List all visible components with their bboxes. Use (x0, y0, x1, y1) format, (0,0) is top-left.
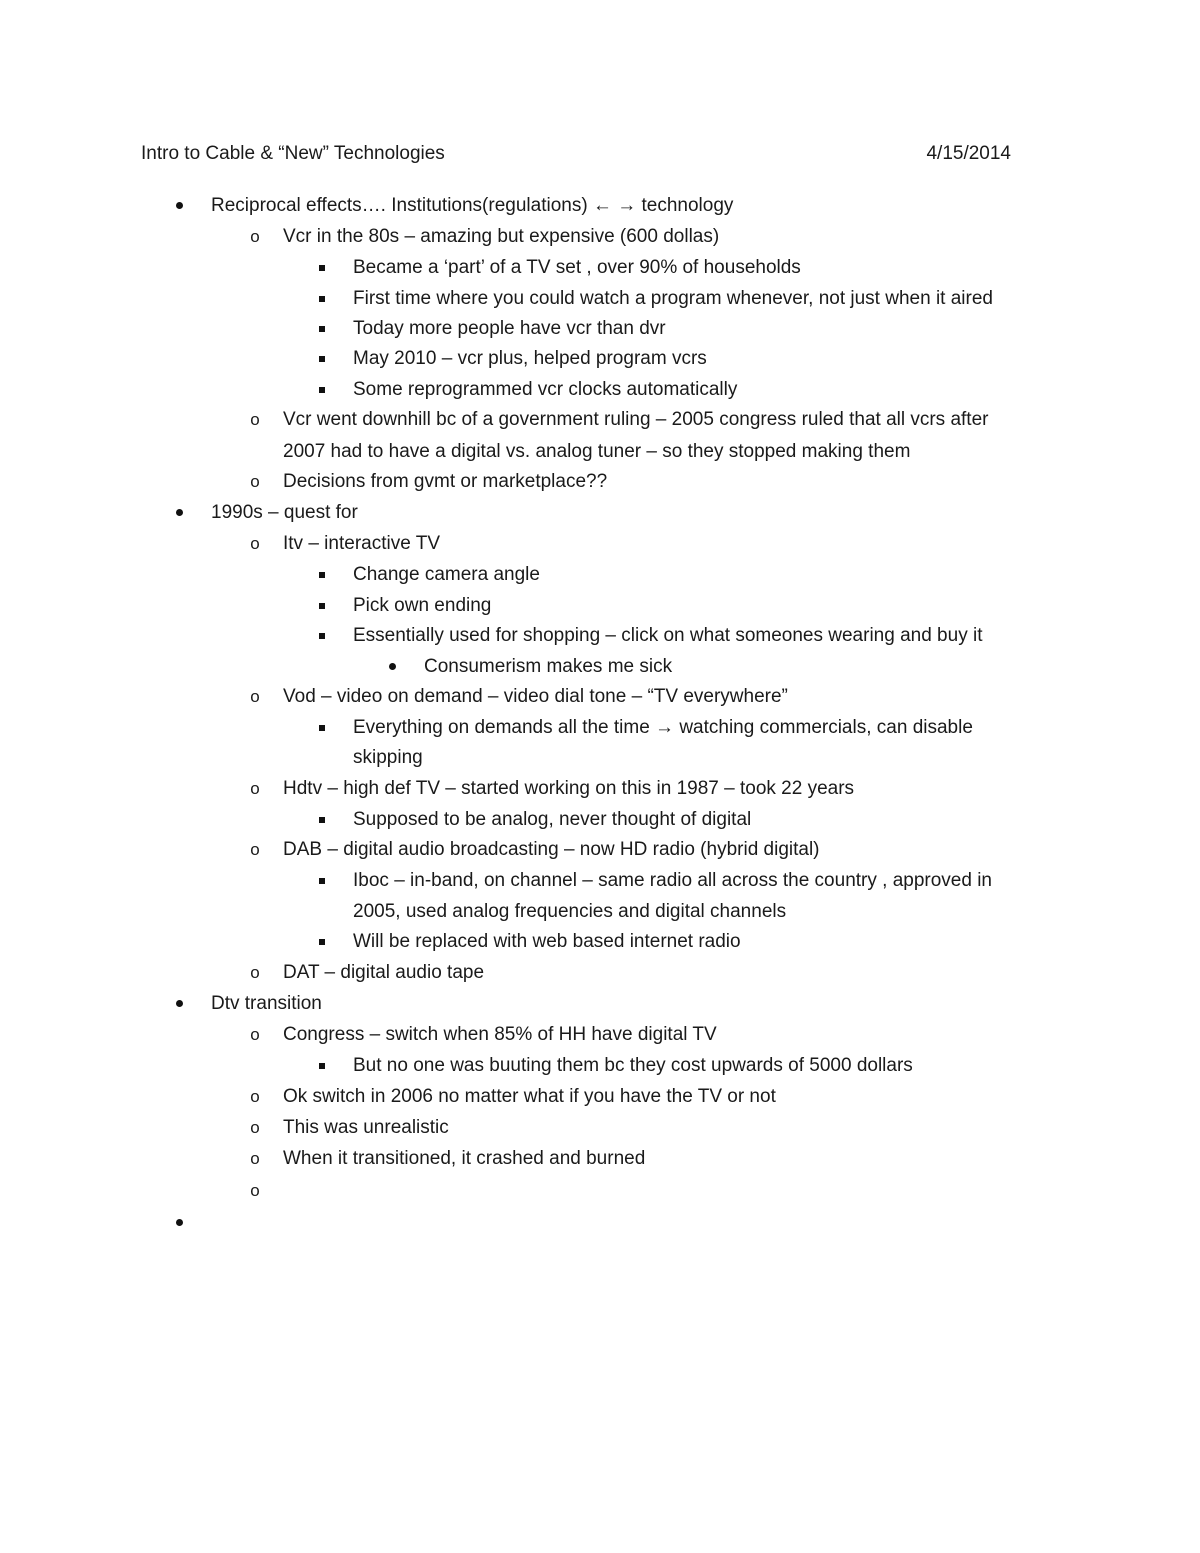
outline-line (0, 531, 1200, 557)
document-title: Intro to Cable & “New” Technologies (141, 143, 445, 164)
bullet-circle-icon: o (250, 1025, 260, 1044)
bullet-circle-icon: o (250, 1118, 260, 1137)
outline-line (0, 1146, 1200, 1172)
outline-line (0, 868, 1200, 894)
bullet-square-icon (319, 265, 325, 271)
outline-text: Iboc – in-band, on channel – same radio all across the country , approved in (353, 870, 992, 891)
outline-line (0, 469, 1200, 495)
bullet-circle-icon: o (250, 963, 260, 982)
bullet-dot-icon (176, 202, 183, 209)
outline-line (0, 286, 1200, 312)
outline-line (0, 837, 1200, 863)
outline-line (0, 407, 1200, 433)
bullet-square-icon (319, 572, 325, 578)
outline-line (0, 1115, 1200, 1141)
outline-text: 1990s – quest for (211, 502, 358, 523)
bullet-square-icon (319, 939, 325, 945)
outline-text: 2007 had to have a digital vs. analog tuner – so they stopped making them (283, 441, 911, 462)
bullet-square-icon (319, 878, 325, 884)
bullet-square-icon (319, 1063, 325, 1069)
outline-line (0, 377, 1200, 403)
bullet-square-icon (319, 817, 325, 823)
outline-text: Vod – video on demand – video dial tone – “TV everywhere” (283, 686, 788, 707)
outline-line (0, 1210, 1200, 1236)
outline-line (0, 715, 1200, 741)
outline-text: skipping (353, 747, 423, 768)
outline-text: 2005, used analog frequencies and digital channels (353, 901, 787, 922)
document-date: 4/15/2014 (926, 143, 1011, 164)
outline-text: Some reprogrammed vcr clocks automatically (353, 379, 738, 400)
outline-line (0, 193, 1200, 219)
bullet-square-icon (319, 387, 325, 393)
bullet-square-icon (319, 326, 325, 332)
bullet-circle-icon: o (250, 1181, 260, 1200)
bullet-circle-icon: o (250, 779, 260, 798)
outline-text: Decisions from gvmt or marketplace?? (283, 471, 608, 492)
outline-text: Became a ‘part’ of a TV set , over 90% of households (353, 257, 801, 278)
bullet-circle-icon: o (250, 534, 260, 553)
bullet-square-icon (319, 356, 325, 362)
outline-line (0, 439, 1200, 465)
outline-line (0, 562, 1200, 588)
outline-line (0, 623, 1200, 649)
bullet-dot-icon (176, 509, 183, 516)
outline-line (0, 1022, 1200, 1048)
outline-text: But no one was buuting them bc they cost upwards of 5000 dollars (353, 1055, 913, 1076)
outline-line (0, 929, 1200, 955)
outline-line (0, 991, 1200, 1017)
outline-line (0, 807, 1200, 833)
outline-text: DAT – digital audio tape (283, 962, 485, 983)
outline-line (0, 593, 1200, 619)
outline-text: Consumerism makes me sick (424, 656, 673, 677)
outline-text: Today more people have vcr than dvr (353, 318, 666, 339)
outline-line (0, 654, 1200, 680)
outline-text: Dtv transition (211, 993, 322, 1014)
outline-line (0, 255, 1200, 281)
bullet-circle-icon: o (250, 472, 260, 491)
outline-text: May 2010 – vcr plus, helped program vcrs (353, 348, 707, 369)
outline-text: This was unrealistic (283, 1117, 449, 1138)
outline-text: Essentially used for shopping – click on what someones wearing and buy it (353, 625, 983, 646)
outline-text: When it transitioned, it crashed and burned (283, 1148, 646, 1169)
bullet-dot-icon (176, 1000, 183, 1007)
outline-line (0, 1053, 1200, 1079)
outline-line (0, 346, 1200, 372)
bullet-square-icon (319, 296, 325, 302)
outline-text: Pick own ending (353, 595, 492, 616)
outline-text: Congress – switch when 85% of HH have digital TV (283, 1024, 717, 1045)
outline-text: Vcr went downhill bc of a government ruling – 2005 congress ruled that all vcrs after (283, 409, 989, 430)
bullet-circle-icon: o (250, 227, 260, 246)
bullet-dot-icon (176, 1219, 183, 1226)
outline-text: Hdtv – high def TV – started working on this in 1987 – took 22 years (283, 778, 855, 799)
bullet-circle-icon: o (250, 1087, 260, 1106)
outline-line (0, 316, 1200, 342)
outline-text: Everything on demands all the time → watching commercials, can disable (353, 717, 973, 738)
outline-text: First time where you could watch a program whenever, not just when it aired (353, 288, 993, 309)
header (141, 143, 1011, 169)
bullet-dot-icon (389, 663, 396, 670)
outline-text: Will be replaced with web based internet radio (353, 931, 741, 952)
outline-line (0, 500, 1200, 526)
bullet-circle-icon: o (250, 687, 260, 706)
outline-line (0, 224, 1200, 250)
outline-line (0, 1084, 1200, 1110)
outline-line (0, 1178, 1200, 1204)
outline-text: Reciprocal effects…. Institutions(regulations) ← → technology (211, 195, 734, 216)
bullet-circle-icon: o (250, 840, 260, 859)
outline-line (0, 745, 1200, 771)
bullet-square-icon (319, 725, 325, 731)
outline-text: Ok switch in 2006 no matter what if you have the TV or not (283, 1086, 776, 1107)
outline-line (0, 960, 1200, 986)
outline-line (0, 684, 1200, 710)
outline-text: Supposed to be analog, never thought of digital (353, 809, 752, 830)
outline-text: Vcr in the 80s – amazing but expensive (600 dollas) (283, 226, 720, 247)
bullet-circle-icon: o (250, 1149, 260, 1168)
outline-text: Change camera angle (353, 564, 540, 585)
bullet-square-icon (319, 603, 325, 609)
bullet-square-icon (319, 633, 325, 639)
outline-line (0, 776, 1200, 802)
bullet-circle-icon: o (250, 410, 260, 429)
outline-line (0, 899, 1200, 925)
outline-text: DAB – digital audio broadcasting – now HD radio (hybrid digital) (283, 839, 820, 860)
outline-text: Itv – interactive TV (283, 533, 440, 554)
